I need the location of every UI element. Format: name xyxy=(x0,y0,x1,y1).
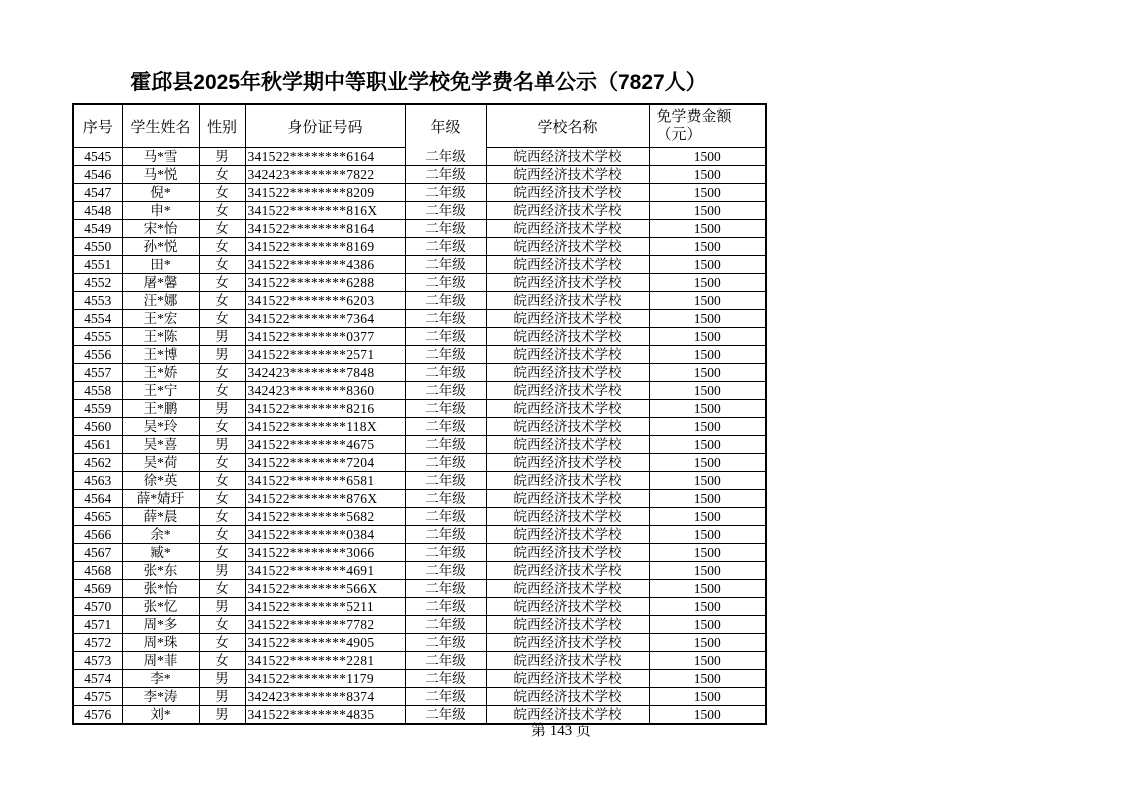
grade-cell: 二年级 xyxy=(405,310,486,328)
school-name-cell: 皖西经济技术学校 xyxy=(486,292,649,310)
page-title: 霍邱县2025年秋学期中等职业学校免学费名单公示（7827人） xyxy=(130,71,707,94)
seq-cell: 4561 xyxy=(73,436,122,454)
gender-cell: 女 xyxy=(199,256,245,274)
school-name-cell: 皖西经济技术学校 xyxy=(486,400,649,418)
amount-cell: 1500 xyxy=(649,256,766,274)
id-number-cell: 342423********8374 xyxy=(245,688,405,706)
table-row xyxy=(73,400,766,418)
gender-cell: 女 xyxy=(199,580,245,598)
seq-cell: 4560 xyxy=(73,418,122,436)
id-number-cell: 341522********5682 xyxy=(245,508,405,526)
student-name-cell: 徐*英 xyxy=(122,472,199,490)
gender-cell: 男 xyxy=(199,562,245,580)
table-row xyxy=(73,634,766,652)
id-number-cell: 341522********0377 xyxy=(245,328,405,346)
school-name-cell: 皖西经济技术学校 xyxy=(486,706,649,725)
student-name-cell: 薛*晨 xyxy=(122,508,199,526)
gender-cell: 女 xyxy=(199,184,245,202)
gender-cell: 女 xyxy=(199,472,245,490)
student-name-cell: 周*珠 xyxy=(122,634,199,652)
amount-cell: 1500 xyxy=(649,526,766,544)
seq-cell: 4558 xyxy=(73,382,122,400)
id-number-cell: 342423********7822 xyxy=(245,166,405,184)
seq-cell: 4574 xyxy=(73,670,122,688)
seq-cell: 4567 xyxy=(73,544,122,562)
student-name-cell: 余* xyxy=(122,526,199,544)
table-row xyxy=(73,364,766,382)
table-row xyxy=(73,670,766,688)
amount-cell: 1500 xyxy=(649,490,766,508)
amount-cell: 1500 xyxy=(649,670,766,688)
id-number-cell: 341522********118X xyxy=(245,418,405,436)
student-name-cell: 李* xyxy=(122,670,199,688)
amount-cell: 1500 xyxy=(649,436,766,454)
table-row xyxy=(73,166,766,184)
gender-cell: 男 xyxy=(199,148,245,166)
seq-cell: 4549 xyxy=(73,220,122,238)
student-name-cell: 宋*怡 xyxy=(122,220,199,238)
seq-cell: 4563 xyxy=(73,472,122,490)
student-name-cell: 吴*荷 xyxy=(122,454,199,472)
gender-cell: 女 xyxy=(199,166,245,184)
seq-cell: 4557 xyxy=(73,364,122,382)
id-number-cell: 341522********566X xyxy=(245,580,405,598)
seq-cell: 4545 xyxy=(73,148,122,166)
amount-cell: 1500 xyxy=(649,220,766,238)
page-number: 第 143 页 xyxy=(530,723,591,739)
amount-cell: 1500 xyxy=(649,328,766,346)
grade-cell: 二年级 xyxy=(405,418,486,436)
id-number-cell: 341522********6203 xyxy=(245,292,405,310)
id-number-cell: 341522********2281 xyxy=(245,652,405,670)
school-name-cell: 皖西经济技术学校 xyxy=(486,184,649,202)
amount-cell: 1500 xyxy=(649,562,766,580)
id-number-cell: 341522********7204 xyxy=(245,454,405,472)
gender-cell: 男 xyxy=(199,688,245,706)
amount-cell: 1500 xyxy=(649,238,766,256)
grade-cell: 二年级 xyxy=(405,274,486,292)
table-row xyxy=(73,220,766,238)
grade-cell: 二年级 xyxy=(405,256,486,274)
amount-cell: 1500 xyxy=(649,454,766,472)
amount-cell: 1500 xyxy=(649,382,766,400)
student-name-cell: 田* xyxy=(122,256,199,274)
table-row xyxy=(73,472,766,490)
table-row xyxy=(73,436,766,454)
id-number-cell: 341522********6581 xyxy=(245,472,405,490)
school-name-cell: 皖西经济技术学校 xyxy=(486,670,649,688)
gender-cell: 女 xyxy=(199,292,245,310)
gender-cell: 男 xyxy=(199,670,245,688)
school-name-cell: 皖西经济技术学校 xyxy=(486,616,649,634)
grade-cell: 二年级 xyxy=(405,580,486,598)
student-name-cell: 李*涛 xyxy=(122,688,199,706)
grade-cell: 二年级 xyxy=(405,166,486,184)
table-body xyxy=(73,148,766,725)
header-row xyxy=(73,104,766,148)
seq-cell: 4555 xyxy=(73,328,122,346)
school-name-cell: 皖西经济技术学校 xyxy=(486,490,649,508)
student-name-cell: 王*宁 xyxy=(122,382,199,400)
gender-cell: 男 xyxy=(199,400,245,418)
table-row xyxy=(73,238,766,256)
id-number-cell: 341522********0384 xyxy=(245,526,405,544)
student-name-cell: 屠*馨 xyxy=(122,274,199,292)
student-name-cell: 薛*婧玗 xyxy=(122,490,199,508)
header-student-name: 学生姓名 xyxy=(122,104,199,148)
amount-cell: 1500 xyxy=(649,202,766,220)
header-amount-line2: （元） xyxy=(656,127,702,143)
school-name-cell: 皖西经济技术学校 xyxy=(486,382,649,400)
gender-cell: 女 xyxy=(199,310,245,328)
school-name-cell: 皖西经济技术学校 xyxy=(486,508,649,526)
id-number-cell: 341522********7364 xyxy=(245,310,405,328)
grade-cell: 二年级 xyxy=(405,688,486,706)
table-row xyxy=(73,418,766,436)
id-number-cell: 341522********4691 xyxy=(245,562,405,580)
seq-cell: 4552 xyxy=(73,274,122,292)
seq-cell: 4571 xyxy=(73,616,122,634)
header-id-number: 身份证号码 xyxy=(245,104,405,148)
student-name-cell: 吴*玲 xyxy=(122,418,199,436)
gender-cell: 女 xyxy=(199,202,245,220)
table-row xyxy=(73,490,766,508)
grade-cell: 二年级 xyxy=(405,706,486,725)
grade-cell: 二年级 xyxy=(405,526,486,544)
id-number-cell: 341522********6288 xyxy=(245,274,405,292)
table-row xyxy=(73,310,766,328)
gender-cell: 男 xyxy=(199,706,245,725)
school-name-cell: 皖西经济技术学校 xyxy=(486,688,649,706)
amount-cell: 1500 xyxy=(649,598,766,616)
table-row xyxy=(73,454,766,472)
seq-cell: 4573 xyxy=(73,652,122,670)
id-number-cell: 341522********8164 xyxy=(245,220,405,238)
student-name-cell: 汪*娜 xyxy=(122,292,199,310)
student-name-cell: 王*博 xyxy=(122,346,199,364)
school-name-cell: 皖西经济技术学校 xyxy=(486,562,649,580)
header-amount xyxy=(649,104,766,148)
school-name-cell: 皖西经济技术学校 xyxy=(486,328,649,346)
school-name-cell: 皖西经济技术学校 xyxy=(486,310,649,328)
gender-cell: 男 xyxy=(199,598,245,616)
id-number-cell: 342423********7848 xyxy=(245,364,405,382)
student-name-cell: 申* xyxy=(122,202,199,220)
id-number-cell: 341522********4905 xyxy=(245,634,405,652)
gender-cell: 女 xyxy=(199,382,245,400)
gender-cell: 男 xyxy=(199,436,245,454)
school-name-cell: 皖西经济技术学校 xyxy=(486,598,649,616)
table-row xyxy=(73,526,766,544)
grade-cell: 二年级 xyxy=(405,292,486,310)
id-number-cell: 341522********7782 xyxy=(245,616,405,634)
school-name-cell: 皖西经济技术学校 xyxy=(486,436,649,454)
seq-cell: 4556 xyxy=(73,346,122,364)
grade-cell: 二年级 xyxy=(405,400,486,418)
amount-cell: 1500 xyxy=(649,364,766,382)
grade-cell: 二年级 xyxy=(405,562,486,580)
student-name-cell: 马*悦 xyxy=(122,166,199,184)
school-name-cell: 皖西经济技术学校 xyxy=(486,526,649,544)
amount-cell: 1500 xyxy=(649,274,766,292)
table-row xyxy=(73,508,766,526)
student-name-cell: 倪* xyxy=(122,184,199,202)
gender-cell: 女 xyxy=(199,634,245,652)
grade-cell: 二年级 xyxy=(405,328,486,346)
gender-cell: 女 xyxy=(199,544,245,562)
student-name-cell: 周*菲 xyxy=(122,652,199,670)
amount-cell: 1500 xyxy=(649,652,766,670)
table-row xyxy=(73,184,766,202)
seq-cell: 4575 xyxy=(73,688,122,706)
school-name-cell: 皖西经济技术学校 xyxy=(486,148,649,166)
seq-cell: 4562 xyxy=(73,454,122,472)
amount-cell: 1500 xyxy=(649,148,766,166)
amount-cell: 1500 xyxy=(649,310,766,328)
id-number-cell: 342423********8360 xyxy=(245,382,405,400)
amount-cell: 1500 xyxy=(649,292,766,310)
gender-cell: 女 xyxy=(199,490,245,508)
school-name-cell: 皖西经济技术学校 xyxy=(486,454,649,472)
grade-cell: 二年级 xyxy=(405,364,486,382)
gender-cell: 女 xyxy=(199,238,245,256)
amount-cell: 1500 xyxy=(649,400,766,418)
student-name-cell: 孙*悦 xyxy=(122,238,199,256)
amount-cell: 1500 xyxy=(649,706,766,725)
grade-cell: 二年级 xyxy=(405,382,486,400)
gender-cell: 女 xyxy=(199,652,245,670)
amount-cell: 1500 xyxy=(649,508,766,526)
id-number-cell: 341522********4675 xyxy=(245,436,405,454)
amount-cell: 1500 xyxy=(649,688,766,706)
id-number-cell: 341522********1179 xyxy=(245,670,405,688)
school-name-cell: 皖西经济技术学校 xyxy=(486,274,649,292)
id-number-cell: 341522********4835 xyxy=(245,706,405,725)
header-grade: 年级 xyxy=(405,104,486,148)
school-name-cell: 皖西经济技术学校 xyxy=(486,544,649,562)
grade-cell: 二年级 xyxy=(405,454,486,472)
gender-cell: 女 xyxy=(199,220,245,238)
id-number-cell: 341522********6164 xyxy=(245,148,405,166)
grade-cell: 二年级 xyxy=(405,238,486,256)
amount-cell: 1500 xyxy=(649,346,766,364)
seq-cell: 4570 xyxy=(73,598,122,616)
student-name-cell: 王*鹏 xyxy=(122,400,199,418)
header-amount-line1: 免学费金额 xyxy=(656,109,732,125)
seq-cell: 4550 xyxy=(73,238,122,256)
id-number-cell: 341522********4386 xyxy=(245,256,405,274)
school-name-cell: 皖西经济技术学校 xyxy=(486,580,649,598)
student-name-cell: 王*娇 xyxy=(122,364,199,382)
student-name-cell: 周*多 xyxy=(122,616,199,634)
amount-cell: 1500 xyxy=(649,184,766,202)
amount-cell: 1500 xyxy=(649,472,766,490)
student-name-cell: 吴*喜 xyxy=(122,436,199,454)
school-name-cell: 皖西经济技术学校 xyxy=(486,202,649,220)
table-row xyxy=(73,328,766,346)
id-number-cell: 341522********2571 xyxy=(245,346,405,364)
header-gender: 性别 xyxy=(199,104,245,148)
amount-cell: 1500 xyxy=(649,616,766,634)
grade-cell: 二年级 xyxy=(405,184,486,202)
grade-cell: 二年级 xyxy=(405,436,486,454)
grade-cell: 二年级 xyxy=(405,148,486,166)
gender-cell: 女 xyxy=(199,364,245,382)
school-name-cell: 皖西经济技术学校 xyxy=(486,652,649,670)
id-number-cell: 341522********8216 xyxy=(245,400,405,418)
student-name-cell: 王*宏 xyxy=(122,310,199,328)
table-row xyxy=(73,598,766,616)
amount-cell: 1500 xyxy=(649,544,766,562)
gender-cell: 男 xyxy=(199,346,245,364)
student-name-cell: 臧* xyxy=(122,544,199,562)
grade-cell: 二年级 xyxy=(405,652,486,670)
amount-cell: 1500 xyxy=(649,580,766,598)
student-name-cell: 王*陈 xyxy=(122,328,199,346)
seq-cell: 4546 xyxy=(73,166,122,184)
seq-cell: 4559 xyxy=(73,400,122,418)
grade-cell: 二年级 xyxy=(405,598,486,616)
seq-cell: 4572 xyxy=(73,634,122,652)
id-number-cell: 341522********5211 xyxy=(245,598,405,616)
grade-cell: 二年级 xyxy=(405,508,486,526)
table-row xyxy=(73,274,766,292)
id-number-cell: 341522********876X xyxy=(245,490,405,508)
grade-cell: 二年级 xyxy=(405,202,486,220)
header-school-name: 学校名称 xyxy=(486,104,649,148)
grade-cell: 二年级 xyxy=(405,634,486,652)
table-row xyxy=(73,148,766,166)
seq-cell: 4553 xyxy=(73,292,122,310)
grade-cell: 二年级 xyxy=(405,472,486,490)
student-name-cell: 刘* xyxy=(122,706,199,725)
grade-cell: 二年级 xyxy=(405,346,486,364)
school-name-cell: 皖西经济技术学校 xyxy=(486,634,649,652)
id-number-cell: 341522********8209 xyxy=(245,184,405,202)
student-name-cell: 马*雪 xyxy=(122,148,199,166)
id-number-cell: 341522********3066 xyxy=(245,544,405,562)
school-name-cell: 皖西经济技术学校 xyxy=(486,346,649,364)
table-row xyxy=(73,580,766,598)
table-row xyxy=(73,562,766,580)
seq-cell: 4548 xyxy=(73,202,122,220)
student-name-cell: 张*东 xyxy=(122,562,199,580)
table-row xyxy=(73,202,766,220)
gender-cell: 女 xyxy=(199,508,245,526)
school-name-cell: 皖西经济技术学校 xyxy=(486,472,649,490)
table-row xyxy=(73,616,766,634)
grade-cell: 二年级 xyxy=(405,544,486,562)
seq-cell: 4565 xyxy=(73,508,122,526)
grade-cell: 二年级 xyxy=(405,220,486,238)
gender-cell: 女 xyxy=(199,418,245,436)
gender-cell: 女 xyxy=(199,454,245,472)
student-name-cell: 张*忆 xyxy=(122,598,199,616)
seq-cell: 4566 xyxy=(73,526,122,544)
table-row xyxy=(73,292,766,310)
school-name-cell: 皖西经济技术学校 xyxy=(486,220,649,238)
school-name-cell: 皖西经济技术学校 xyxy=(486,364,649,382)
seq-cell: 4569 xyxy=(73,580,122,598)
table-row xyxy=(73,256,766,274)
grade-cell: 二年级 xyxy=(405,670,486,688)
amount-cell: 1500 xyxy=(649,166,766,184)
amount-cell: 1500 xyxy=(649,418,766,436)
seq-cell: 4564 xyxy=(73,490,122,508)
header-seq: 序号 xyxy=(73,104,122,148)
tuition-exemption-table xyxy=(72,103,767,725)
seq-cell: 4576 xyxy=(73,706,122,725)
gender-cell: 女 xyxy=(199,274,245,292)
gender-cell: 男 xyxy=(199,328,245,346)
amount-cell: 1500 xyxy=(649,634,766,652)
school-name-cell: 皖西经济技术学校 xyxy=(486,418,649,436)
table-row xyxy=(73,544,766,562)
school-name-cell: 皖西经济技术学校 xyxy=(486,256,649,274)
seq-cell: 4568 xyxy=(73,562,122,580)
seq-cell: 4551 xyxy=(73,256,122,274)
table-row xyxy=(73,706,766,725)
seq-cell: 4554 xyxy=(73,310,122,328)
gender-cell: 女 xyxy=(199,616,245,634)
grade-cell: 二年级 xyxy=(405,616,486,634)
id-number-cell: 341522********816X xyxy=(245,202,405,220)
table-row xyxy=(73,652,766,670)
table-row xyxy=(73,382,766,400)
grade-cell: 二年级 xyxy=(405,490,486,508)
student-name-cell: 张*怡 xyxy=(122,580,199,598)
school-name-cell: 皖西经济技术学校 xyxy=(486,238,649,256)
id-number-cell: 341522********8169 xyxy=(245,238,405,256)
gender-cell: 女 xyxy=(199,526,245,544)
seq-cell: 4547 xyxy=(73,184,122,202)
table-row xyxy=(73,688,766,706)
school-name-cell: 皖西经济技术学校 xyxy=(486,166,649,184)
table-row xyxy=(73,346,766,364)
